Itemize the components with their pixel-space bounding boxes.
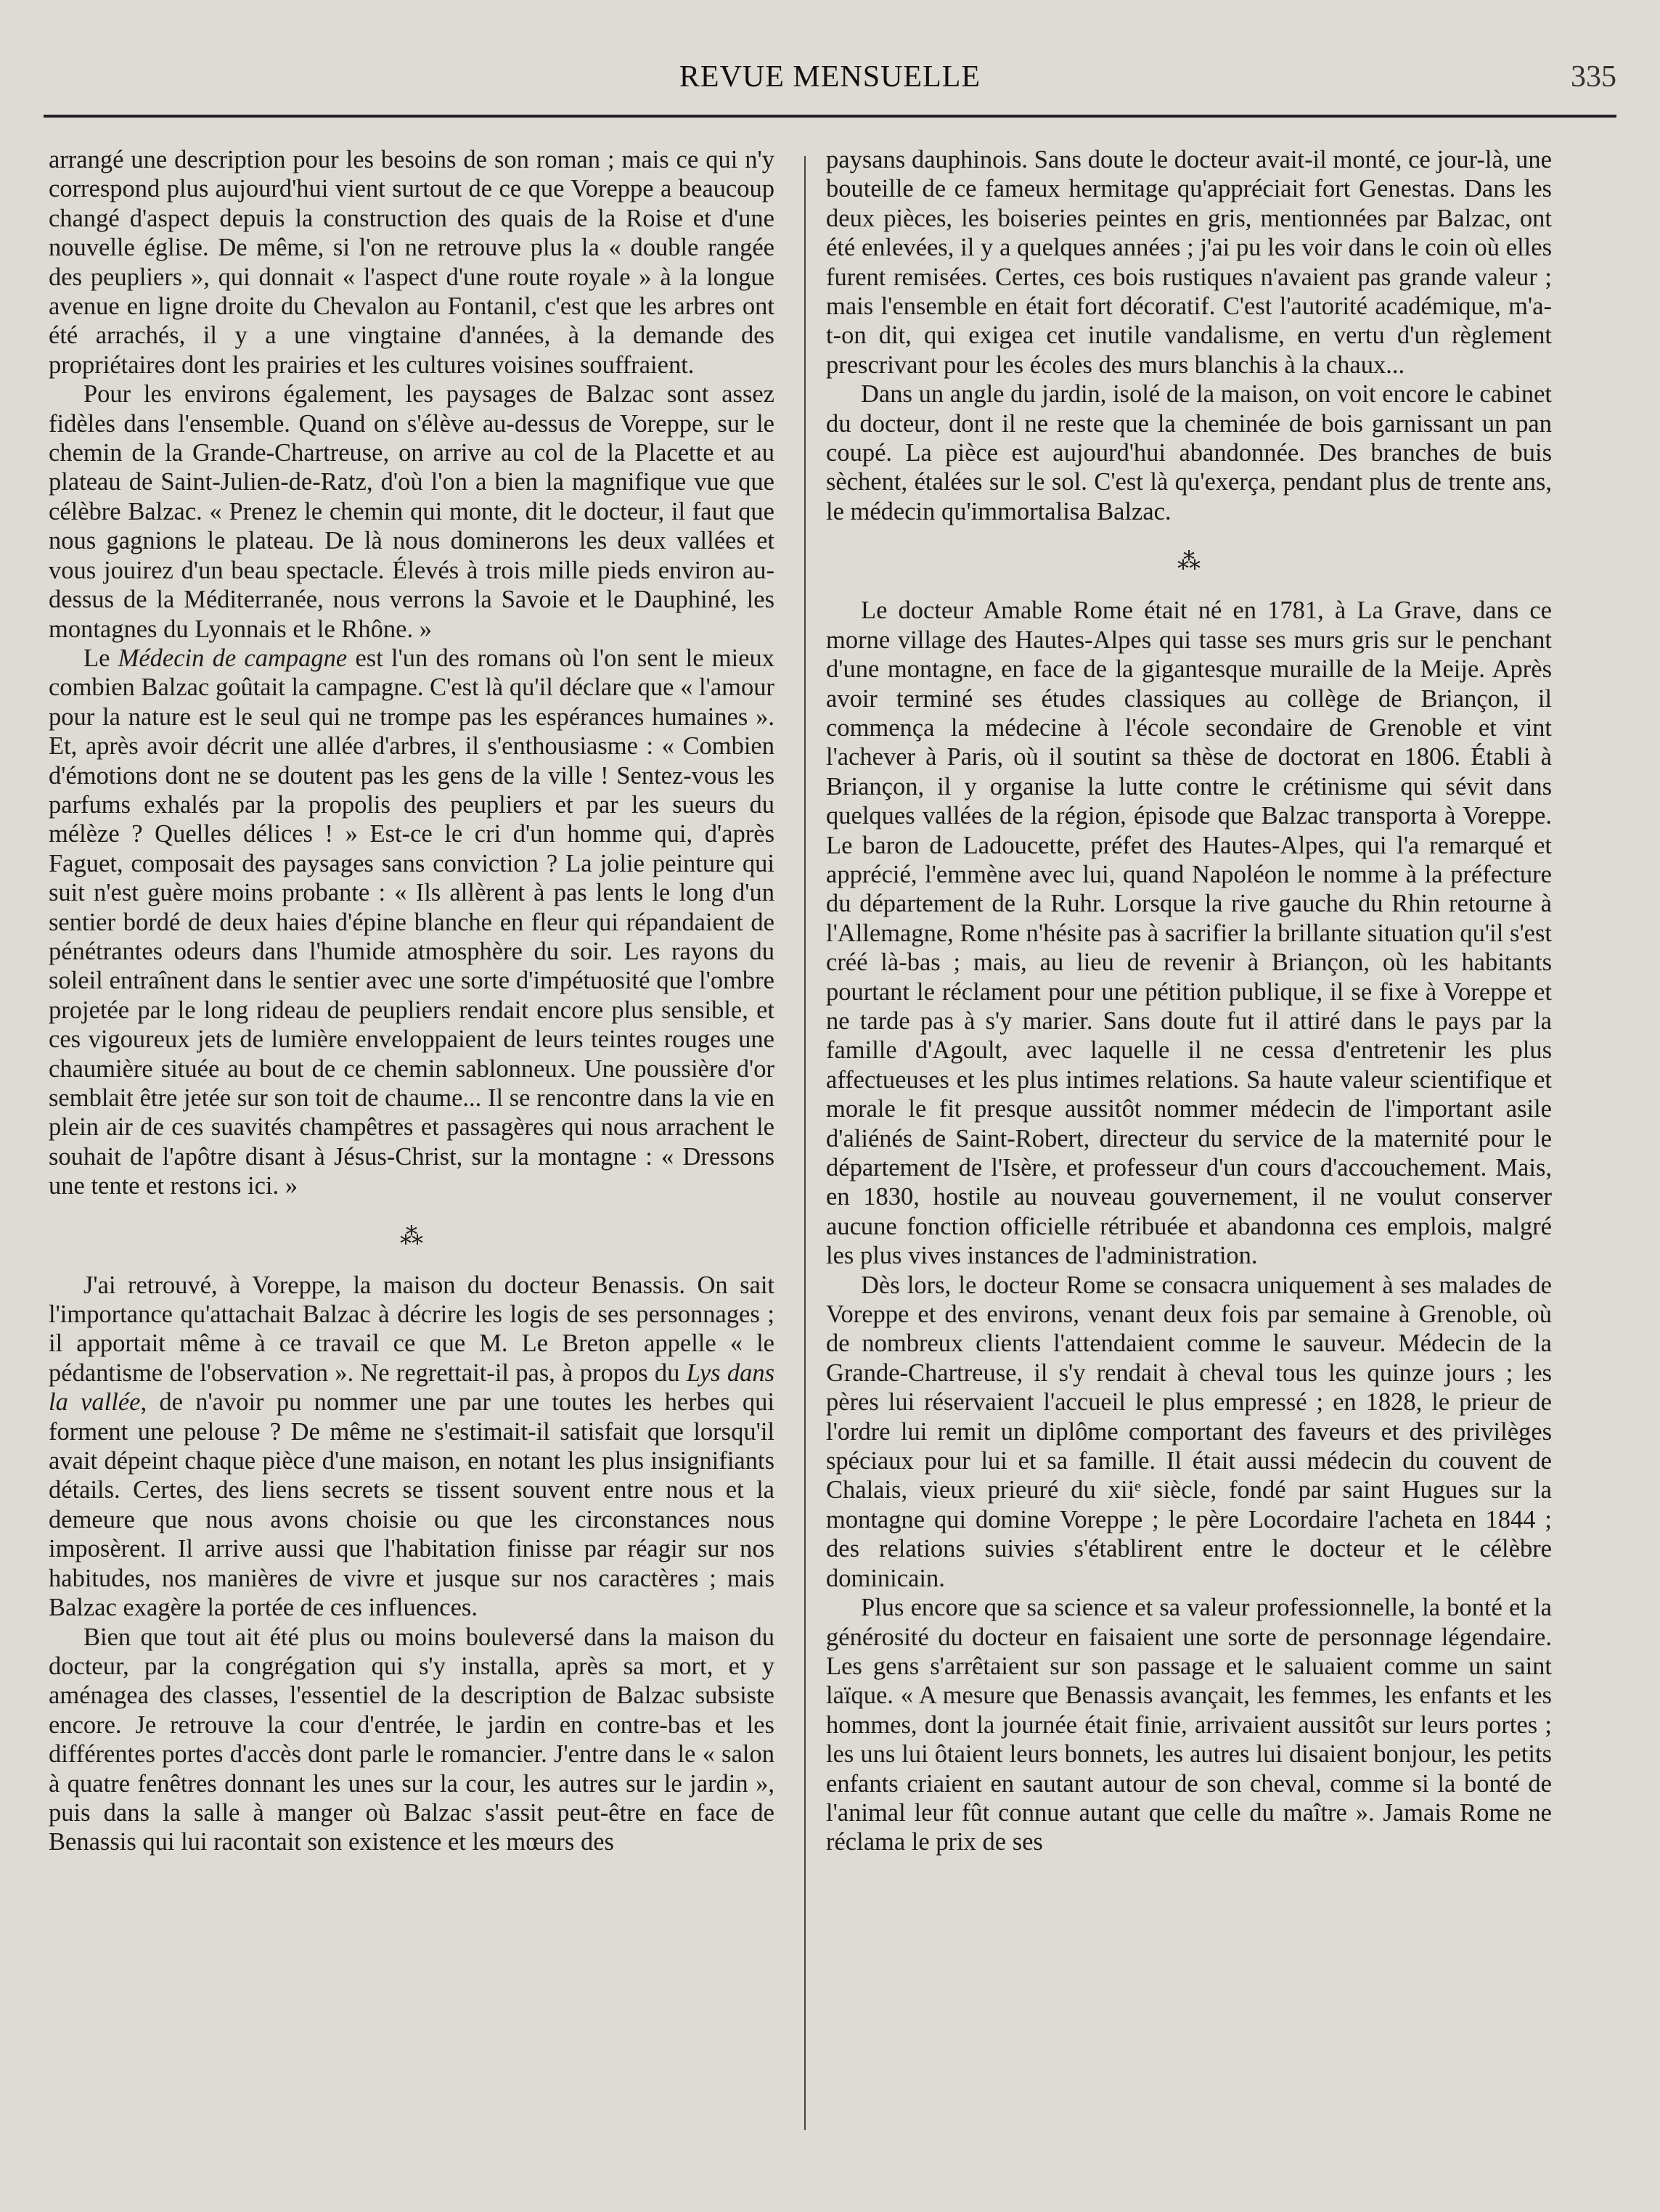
text-run: J'ai retrouvé, à Voreppe, la maison du docteur Benassis. On sait l'importance qu'attachait Balzac à décrire les logis de ses personnages ; il apportait même à ce travail ce que M. Le Breton appelle « le pédantisme de l'observation ». Ne regrettait-il pas, à propos du [49, 1271, 774, 1387]
section-separator: ⁂ [1177, 548, 1201, 575]
book-title: Médecin de campagne [118, 644, 348, 672]
paragraph: arrangé une description pour les besoins de son roman ; mais ce qui n'y correspond plus aujourd'hui vient surtout de ce que Voreppe a beaucoup changé d'aspect depuis la construction des quais de la Roise et d'une nouvelle église. De même, si l'on ne retrouve plus la « double rangée des peupliers », qui donnait « l'aspect d'une route royale » à la longue avenue en ligne droite du Chevalon au Fontanil, c'est que les arbres ont été arrachés, il y a une vingtaine d'années, à la demande des propriétaires dont les prairies et les cultures voisines souffraient. [49, 146, 774, 379]
paragraph: paysans dauphinois. Sans doute le docteur avait-il monté, ce jour-là, une bouteille de ce fameux hermitage qu'appréciait fort Genestas. Dans les deux pièces, les boiseries peintes en gris, mentionnées par Balzac, ont été enlevées, il y a quelques années ; j'ai pu les voir dans le coin où elles furent remisées. Certes, ces bois rustiques n'avaient pas grande valeur ; mais l'ensemble en était fort décoratif. C'est l'autorité académique, m'a-t-on dit, qui exigea cet inutile vandalisme, en vertu d'un règlement prescrivant pour les écoles des murs blanchis à la chaux... [826, 146, 1552, 379]
paragraph [49, 1271, 774, 1623]
paragraph: Dès lors, le docteur Rome se consacra uniquement à ses malades de Voreppe et des environs, venant deux fois par semaine à Grenoble, où de nombreux clients l'attendaient comme le sauveur. Médecin de la Grande-Chartreuse, il s'y rendait à cheval tous les quinze jours ; les pères lui réservaient l'accueil le plus empressé ; en 1828, le prieur de l'ordre lui remit un diplôme comportant des faveurs et des privilèges spéciaux pour lui et sa famille. Il était aussi médecin du couvent de Chalais, vieux prieuré du xiiᵉ siècle, fondé par saint Hugues sur la montagne qui domine Voreppe ; le père Locordaire l'acheta en 1844 ; des relations suivies s'établirent entre le docteur et le célèbre dominicain. [826, 1271, 1552, 1592]
paragraph: Dans un angle du jardin, isolé de la maison, on voit encore le cabinet du docteur, dont il ne reste que la cheminée de bois garnissant un pan coupé. La pièce est aujourd'hui abandonnée. Des branches de buis sèchent, étalées sur le sol. C'est là qu'exerça, pendant plus de trente ans, le médecin qu'immortalisa Balzac. [826, 380, 1552, 525]
running-head [44, 60, 1616, 103]
header-rule [44, 115, 1616, 118]
book-title: Lys dans la vallée [49, 1359, 774, 1417]
paragraph [49, 644, 774, 1201]
paragraph: Plus encore que sa science et sa valeur professionnelle, la bonté et la générosité du docteur en faisaient une sorte de personnage légendaire. Les gens s'arrêtaient sur son passage et le saluaient comme un saint laïque. « A mesure que Benassis avançait, les femmes, les enfants et les hommes, dont la journée était finie, arrivaient aussitôt sur leurs portes ; les uns lui ôtaient leurs bonnets, les autres lui disaient bonjour, les petits enfants criaient en sautant autour de son cheval, comme si la bonté de l'animal leur fût connue autant que celle du maître ». Jamais Rome ne réclama le prix de ses [826, 1594, 1552, 1856]
journal-title: REVUE MENSUELLE [679, 60, 981, 94]
section-separator: ⁂ [400, 1222, 423, 1249]
left-column [49, 145, 774, 1857]
paragraph: Bien que tout ait été plus ou moins bouleversé dans la maison du docteur, par la congrégation qui s'y installa, après sa mort, et y aménagea des classes, l'essentiel de la description de Balzac subsiste encore. Je retrouve la cour d'entrée, le jardin en contre-bas et les différentes portes d'accès dont parle le romancier. J'entre dans le « salon à quatre fenêtres donnant les unes sur la cour, les autres sur le jardin », puis dans la salle à manger où Balzac s'assit peut-être en face de Benassis qui lui racontait son existence et les mœurs des [49, 1623, 774, 1856]
paragraph: Pour les environs également, les paysages de Balzac sont assez fidèles dans l'ensemble. Quand on s'élève au-dessus de Voreppe, sur le chemin de la Grande-Chartreuse, on arrive au col de la Placette et au plateau de Saint-Julien-de-Ratz, d'où l'on a bien la magnifique vue que célèbre Balzac. « Prenez le chemin qui monte, dit le docteur, il faut que nous gagnions le plateau. De là nous dominerons les deux vallées et vous jouirez d'un beau spectacle. Élevés à trois mille pieds environ au-dessus de la Méditerranée, nous verrons la Savoie et le Dauphiné, les montagnes du Lyonnais et le Rhône. » [49, 380, 774, 643]
text-run: Le [83, 644, 118, 672]
text-run: est l'un des romans où l'on sent le mieux combien Balzac goûtait la campagne. C'est là qu'il déclare que « l'amour pour la nature est le seul qui ne trompe pas les espérances humaines ». Et, après avoir décrit une allée d'arbres, il s'enthousiasme : « Combien d'émotions dont ne se doutent pas les gens de la ville ! Sentez-vous les parfums exhalés par la propolis des peupliers et par les sueurs du mélèze ? Quelles délices ! » Est-ce le cri d'un homme qui, d'après Faguet, composait des paysages sans conviction ? La jolie peinture qui suit n'est guère moins probante : « Ils allèrent à pas lents le long d'un sentier bordé de deux haies d'épine blanche en fleur qui répandaient de pénétrantes odeurs dans l'humide atmosphère du soir. Les rayons du soleil entraînent dans le sentier avec une sorte d'impétuosité que l'ombre projetée par le long rideau de peupliers rendait encore plus sensible, et ces vigoureux jets de lumière enveloppaient de leurs teintes rouges une chaumière située au bout de ce chemin sablonneux. Une poussière d'or semblait être jetée sur son toit de chaume... Il se rencontre dans la vie en plein air de ces suavités champêtres et passagères qui nous arrachent le souhait de l'apôtre disant à Jésus-Christ, sur la montagne : « Dressons une tente et restons ici. » [49, 644, 774, 1200]
column-rule [804, 156, 806, 2130]
paragraph: Le docteur Amable Rome était né en 1781, à La Grave, dans ce morne village des Hautes-Alpes qui tasse ses murs gris sur le penchant d'une montagne, en face de la gigantesque muraille de la Meije. Après avoir terminé ses études classiques au collège de Briançon, il commença la médecine à l'école secondaire de Grenoble et vint l'achever à Paris, où il soutint sa thèse de doctorat en 1806. Établi à Briançon, il y organise la lutte contre le crétinisme qui sévit dans quelques vallées de la région, épisode que Balzac transporta à Voreppe. Le baron de Ladoucette, préfet des Hautes-Alpes, qui l'a remarqué et apprécié, l'emmène avec lui, quand Napoléon le nomme à la préfecture du département de la Ruhr. Lorsque la rive gauche du Rhin retourne à l'Allemagne, Rome n'hésite pas à sacrifier la brillante situation qu'il s'est créé là-bas ; mais, au lieu de revenir à Briançon, où les habitants pourtant le réclament pour une pétition publique, il se fixe à Voreppe et ne tarde pas à s'y marier. Sans doute fut il attiré dans le pays par la famille d'Agoult, avec laquelle il ne cessa d'entretenir les plus affectueuses et les plus intimes relations. Sa haute valeur scientifique et morale le fit presque aussitôt nommer médecin de l'important asile d'aliénés de Saint-Robert, directeur du service de la maternité pour le département de l'Isère, et professeur d'un cours d'accouchement. Mais, en 1830, hostile au nouveau gouvernement, il ne voulut conserver aucune fonction officielle rétribuée et abandonna ces emplois, malgré les plus vives instances de l'administration. [826, 597, 1552, 1270]
text-run: , de n'avoir pu nommer une par une toutes les herbes qui forment une pelouse ? De même ne s'estimait-il satisfait que lorsqu'il avait dépeint chaque pièce d'une maison, en notant les plus insignifiants détails. Certes, des liens secrets se tissent souvent entre nous et la demeure que nous avons choisie ou que les circonstances nous imposèrent. Il arrive aussi que l'habitation finisse par réagir sur nos habitudes, nos manières de vivre et jusque sur nos caractères ; mais Balzac exagère la portée de ces influences. [49, 1388, 774, 1622]
page-number: 335 [1571, 60, 1616, 94]
right-column [826, 145, 1552, 1857]
